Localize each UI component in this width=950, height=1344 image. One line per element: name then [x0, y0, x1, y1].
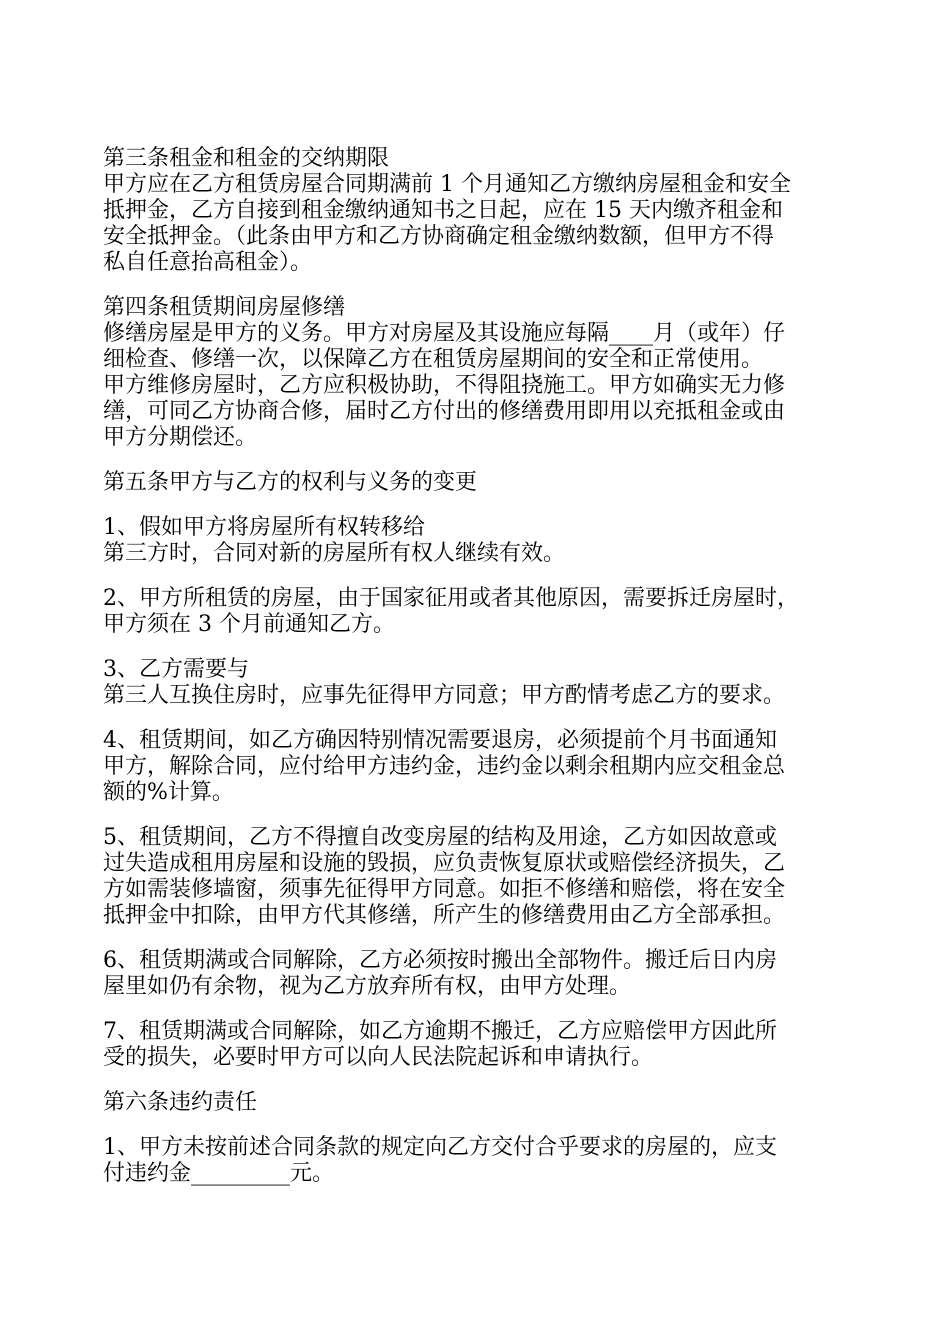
- article-3-heading: 第三条租金和租金的交纳期限: [103, 146, 390, 171]
- article-4-text-line: 修缮房屋是甲方的义务。甲方对房屋及其设施应每隔____月（或年）仔: [103, 321, 786, 346]
- article-5-clause-3: [103, 657, 863, 709]
- clause-text-line: 抵押金中扣除，由甲方代其修缮，所产生的修缮费用由乙方全部承担。: [103, 903, 786, 928]
- paragraph-gap: [103, 1000, 863, 1019]
- clause-text-line: 方如需装修墙窗，须事先征得甲方同意。如拒不修缮和赔偿，将在安全: [103, 877, 786, 902]
- clause-text-line: 3、乙方需要与: [103, 657, 249, 682]
- paragraph-gap: [103, 709, 863, 728]
- article-6-clause-1: [103, 1135, 863, 1187]
- article-5-clause-6: [103, 948, 863, 1000]
- article-4: [103, 295, 863, 451]
- article-5-clause-5: [103, 825, 863, 929]
- paragraph-gap: [103, 451, 863, 470]
- clause-text-line: 甲方须在 3 个月前通知乙方。: [103, 612, 395, 637]
- paragraph-gap: [103, 496, 863, 515]
- article-6-heading: 第六条违约责任: [103, 1090, 258, 1115]
- clause-text-line: 5、租赁期间，乙方不得擅自改变房屋的结构及用途，乙方如因故意或: [103, 825, 777, 850]
- clause-text-line: 1、假如甲方将房屋所有权转移给: [103, 515, 425, 540]
- clause-text-line: 甲方，解除合同，应付给甲方违约金，违约金以剩余租期内应交租金总: [103, 754, 786, 779]
- article-5-clause-2: [103, 586, 863, 638]
- paragraph-gap: [103, 929, 863, 948]
- paragraph-gap: [103, 1071, 863, 1090]
- article-3-text-line: 私自任意抬高租金）。: [103, 250, 313, 275]
- clause-text-line: 额的%计算。: [103, 780, 234, 805]
- clause-text-line: 第三方时，合同对新的房屋所有权人继续有效。: [103, 541, 566, 566]
- clause-text-line: 屋里如仍有余物，视为乙方放弃所有权，由甲方处理。: [103, 974, 632, 999]
- article-3-text-line: 抵押金，乙方自接到租金缴纳通知书之日起，应在 15 天内缴齐租金和: [103, 198, 783, 223]
- clause-text-line: 过失造成租用房屋和设施的毁损，应负责恢复原状或赔偿经济损失，乙: [103, 851, 786, 876]
- article-4-text-line: 缮，可同乙方协商合修，届时乙方付出的修缮费用即用以充抵租金或由: [103, 399, 786, 424]
- clause-text-line: 第三人互换住房时，应事先征得甲方同意；甲方酌情考虑乙方的要求。: [103, 683, 786, 708]
- article-5-clause-7: [103, 1019, 863, 1071]
- clause-text-line: 7、租赁期满或合同解除，如乙方逾期不搬迁，乙方应赔偿甲方因此所: [103, 1019, 777, 1044]
- paragraph-gap: [103, 276, 863, 295]
- clause-text-line: 1、甲方未按前述合同条款的规定向乙方交付合乎要求的房屋的，应支: [103, 1135, 777, 1160]
- clause-text-line: 付违约金_________元。: [103, 1161, 335, 1186]
- article-4-text-line: 甲方分期偿还。: [103, 425, 258, 450]
- clause-text-line: 受的损失，必要时甲方可以向人民法院起诉和申请执行。: [103, 1045, 654, 1070]
- paragraph-gap: [103, 567, 863, 586]
- article-5-clause-4: [103, 728, 863, 806]
- article-5-clause-1: [103, 515, 863, 567]
- clause-text-line: 4、租赁期间，如乙方确因特别情况需要退房，必须提前个月书面通知: [103, 728, 777, 753]
- article-3-text-line: 安全抵押金。（此条由甲方和乙方协商确定租金缴纳数额，但甲方不得: [103, 224, 775, 249]
- article-4-heading: 第四条租赁期间房屋修缮: [103, 295, 346, 320]
- document-body: [103, 146, 863, 1187]
- paragraph-gap: [103, 1116, 863, 1135]
- clause-text-line: 6、租赁期满或合同解除，乙方必须按时搬出全部物件。搬迁后日内房: [103, 948, 777, 973]
- paragraph-gap: [103, 806, 863, 825]
- article-3-text-line: 甲方应在乙方租赁房屋合同期满前 1 个月通知乙方缴纳房屋租金和安全: [103, 172, 791, 197]
- article-4-text-line: 甲方维修房屋时，乙方应积极协助，不得阻挠施工。甲方如确实无力修: [103, 373, 786, 398]
- article-4-text-line: 细检查、修缮一次，以保障乙方在租赁房屋期间的安全和正常使用。: [103, 347, 764, 372]
- clause-text-line: 2、甲方所租赁的房屋，由于国家征用或者其他原因，需要拆迁房屋时，: [103, 586, 799, 611]
- article-3: [103, 146, 863, 276]
- paragraph-gap: [103, 638, 863, 657]
- article-5-heading: 第五条甲方与乙方的权利与义务的变更: [103, 470, 478, 495]
